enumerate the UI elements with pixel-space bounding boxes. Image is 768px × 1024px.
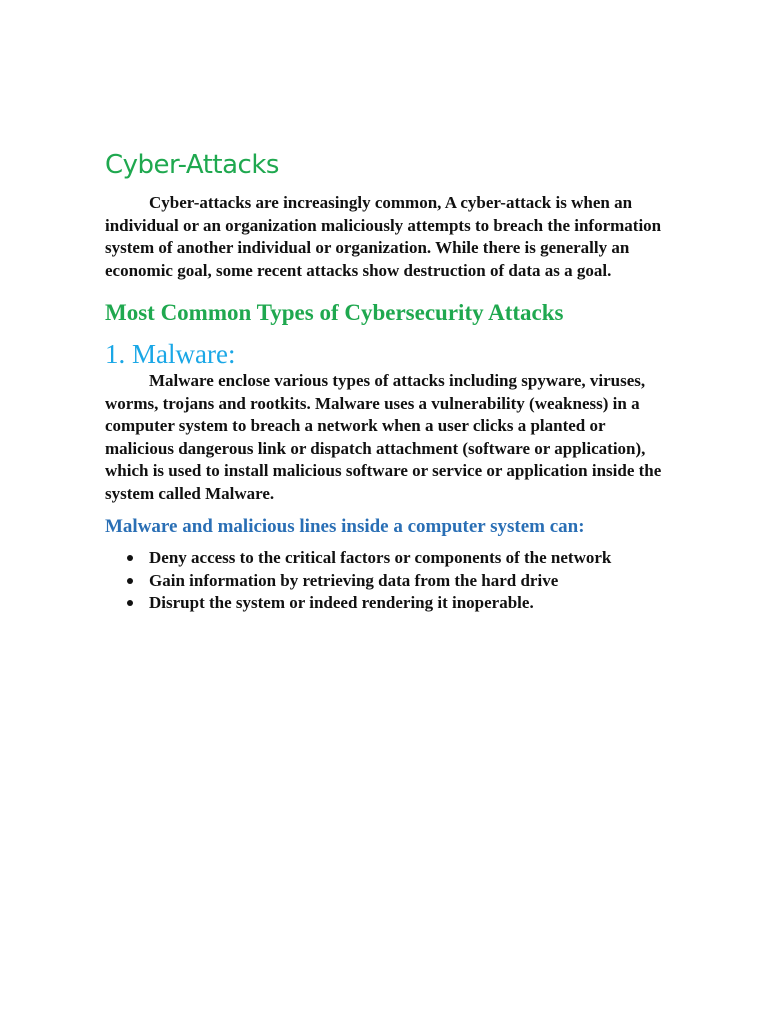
section-heading: Most Common Types of Cybersecurity Attacks: [105, 300, 564, 325]
document-content: [105, 148, 665, 615]
malware-subheading: Malware and malicious lines inside a computer system can:: [105, 516, 585, 537]
bullet-icon: [127, 578, 133, 584]
intro-paragraph: Cyber-attacks are increasingly common, A cyber-attack is when an individual or an organization maliciously attempts to breach the information system of another individual or organization. While there is generally an economic goal, some recent attacks show destruction of data as a goal.: [105, 193, 662, 280]
bullet-icon: [127, 555, 133, 561]
malware-paragraph: Malware enclose various types of attacks including spyware, viruses, worms, trojans and rootkits. Malware uses a vulnerability (weakness) in a computer system to breach a network when a user clicks a planted or malicious dangerous link or dispatch attachment (software or application), which is used to install malicious software or service or application inside the system called Malware.: [105, 371, 662, 503]
list-item-text: Deny access to the critical factors or components of the network: [149, 548, 612, 567]
malware-heading: 1. Malware:: [105, 339, 236, 369]
list-item-text: Gain information by retrieving data from the hard drive: [149, 570, 559, 590]
list-item: [105, 547, 665, 570]
bullet-icon: [127, 600, 133, 606]
malware-bullet-list: [105, 547, 665, 615]
document-title: Cyber-Attacks: [105, 150, 279, 180]
list-item-text: Disrupt the system or indeed rendering it inoperable.: [149, 593, 534, 612]
list-item: [105, 570, 665, 593]
list-item: [105, 592, 665, 615]
